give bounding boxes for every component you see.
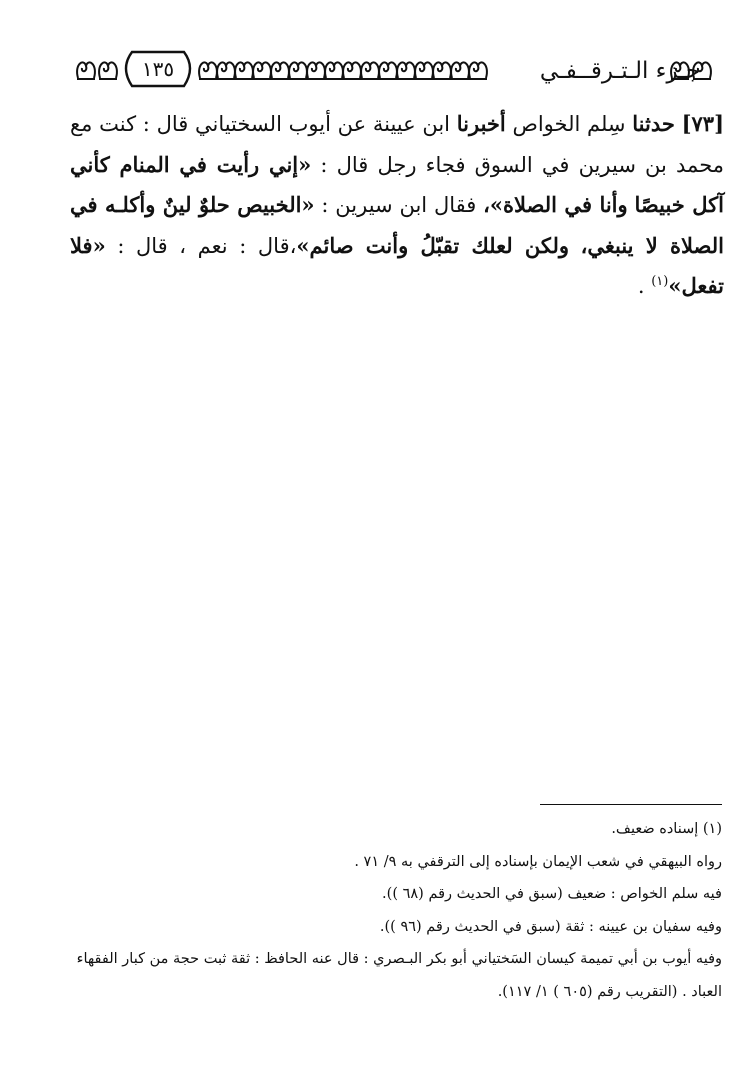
header-ornament [72, 40, 724, 98]
ornament-motif [397, 62, 415, 79]
footnote-divider [540, 804, 722, 805]
story-text: محمد بن سيرين في السوق فجاء رجل قال : [320, 152, 724, 177]
reply-intro: فقال ابن سيرين : [321, 193, 477, 217]
ornament-motif [379, 62, 397, 79]
footnote-line: العباد . (التقريب رقم (٦٠٥ ) ١/ ١١٧). [497, 983, 722, 1000]
hadith-text [70, 104, 724, 307]
quote-3: «فلا تفعل» [70, 232, 724, 298]
ornament-motif [253, 62, 271, 79]
footnote-line: فيه سلم الخواص : ضعيف (سبق في الحديث رقم (٦٨ )). [382, 886, 722, 902]
ornament-motif [451, 62, 469, 79]
answer-text: ،قال : نعم ، قال : [117, 233, 297, 258]
ornament-motif [325, 62, 343, 79]
ornament-motif [99, 62, 117, 79]
ornament-motif [271, 62, 289, 79]
footnote-line: رواه البيهقي في شعب الإيمان بإسناده إلى الترقفي به ٩/ ٧١ . [354, 853, 722, 870]
quote-2: «الخبيص حلوٌ لينٌ وأكلـه في الصلاة لا ينبغي، [70, 192, 724, 258]
ornament-motif [469, 62, 487, 79]
narration-verb: حدثنا [632, 111, 675, 136]
ornament-motif [415, 62, 433, 79]
header-title: جـزء الـتـرقــفـي [539, 58, 701, 84]
ornament-motif [235, 62, 253, 79]
narration-verb-2: أخبرنا [456, 111, 506, 136]
ornament-motif [77, 62, 95, 79]
footnotes [48, 813, 722, 1008]
page-header [72, 40, 724, 98]
hadith-number: [٧٣] [681, 111, 724, 136]
sentence-end: . [637, 274, 645, 298]
footnote-marker: (١) [651, 274, 669, 289]
narrator-name: سِلم الخواص [512, 112, 626, 136]
ornament-motif [289, 62, 307, 79]
chain-text: ابن عيينة عن أيوب السختياني قال : كنت مع [70, 112, 451, 136]
quote-2-end: ولكن لعلك تقبّلُ وأنت صائم» [296, 232, 569, 258]
quote-1: «إني رأيت في المنام كأني آكل خبيصًا [70, 151, 724, 217]
ornament-motif [433, 62, 451, 79]
page-number: ١٣٥ [141, 57, 175, 81]
quote-1-end: وأنا في الصلاة»، [483, 192, 628, 217]
footnote-line: وفيه سفيان بن عيينه : ثقة (سبق في الحديث رقم (٩٦ )). [379, 918, 722, 935]
footnote-line: وفيه أيوب بن أبي تميمة كيسان السَختياني أبو بكر البـصري : قال عنه الحافظ : ثقة ثبت حجة من كبار الفقهاء [76, 951, 722, 967]
ornament-motif [217, 62, 235, 79]
ornament-motif [307, 62, 325, 79]
ornament-motif [199, 62, 217, 79]
ornament-motif [361, 62, 379, 79]
footnote-line: (١) إسناده ضعيف. [611, 821, 722, 837]
ornament-motif [343, 62, 361, 79]
